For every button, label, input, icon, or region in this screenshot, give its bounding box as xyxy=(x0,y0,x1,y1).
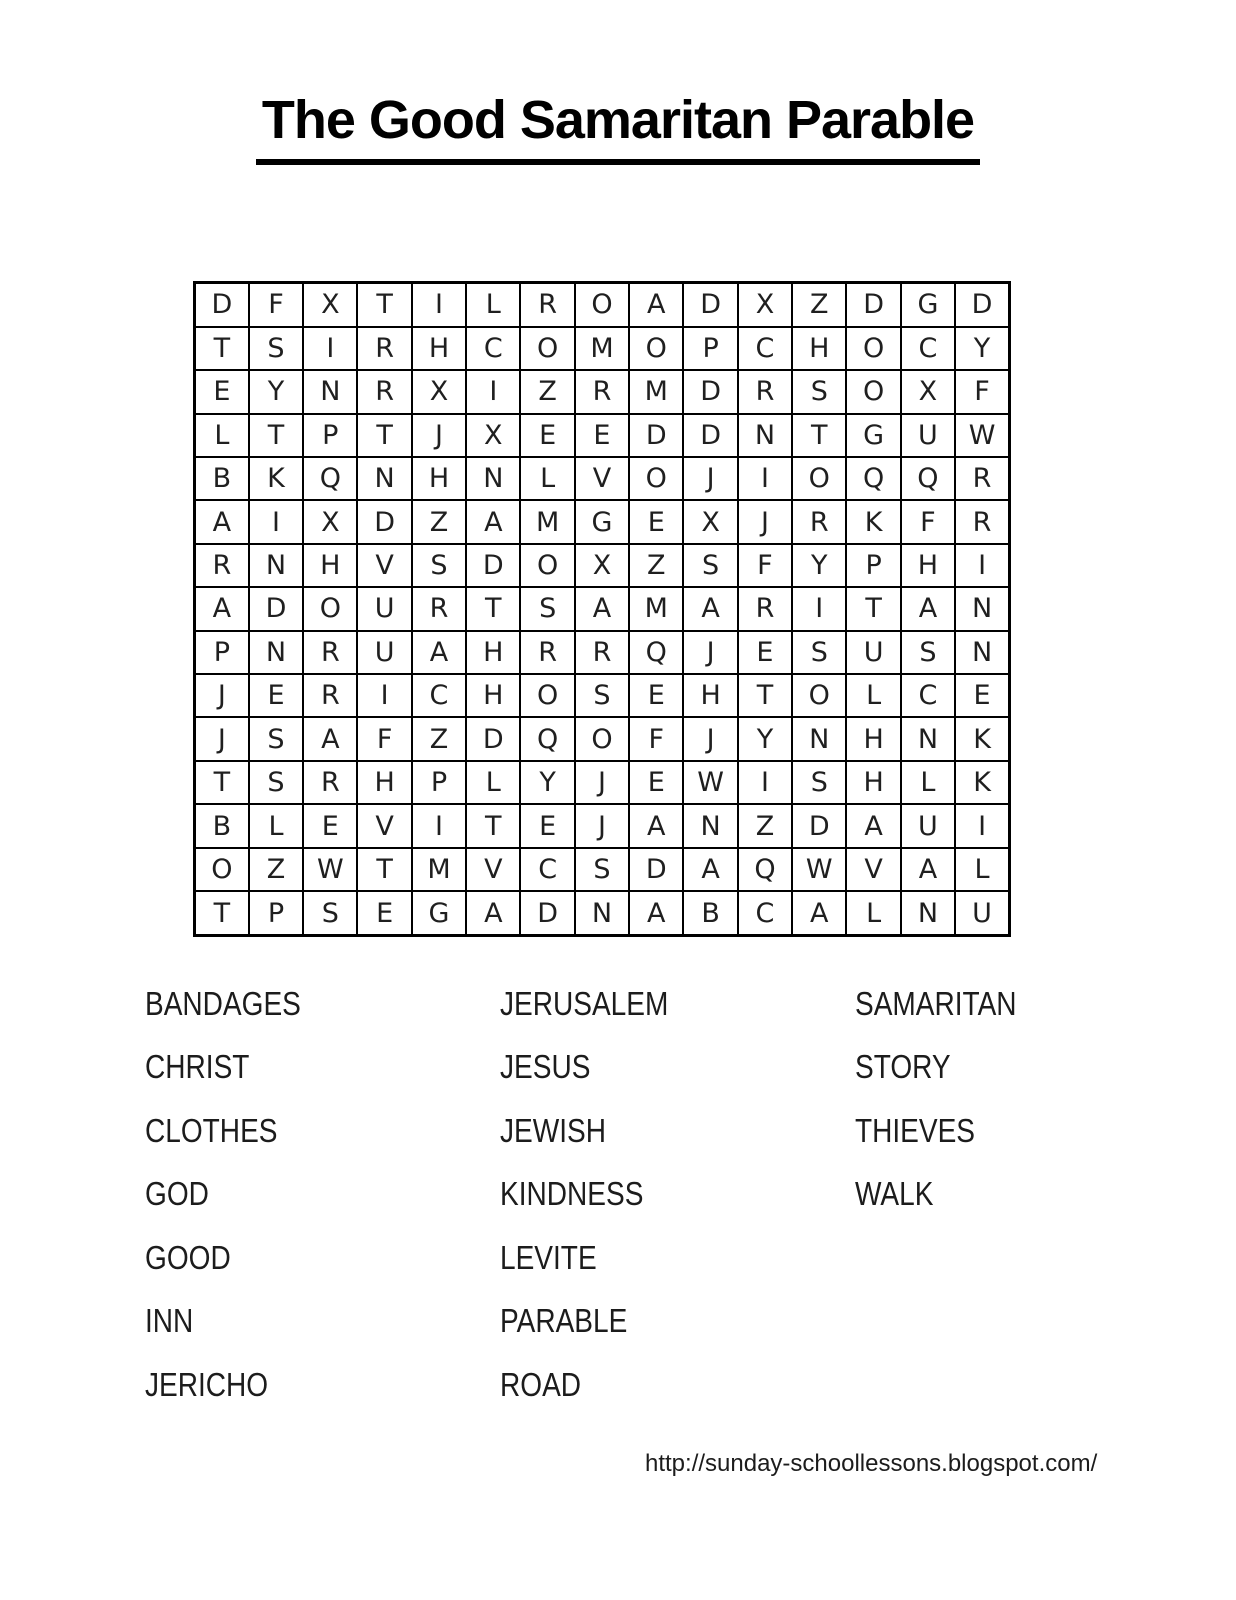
grid-cell: B xyxy=(195,804,249,847)
grid-cell: M xyxy=(412,848,466,891)
grid-cell: Z xyxy=(249,848,303,891)
grid-cell: V xyxy=(466,848,520,891)
word-item: INN xyxy=(145,1302,194,1340)
word-item: JERUSALEM xyxy=(500,984,669,1022)
word-item: JESUS xyxy=(500,1048,591,1086)
grid-cell: S xyxy=(683,544,737,587)
grid-row xyxy=(195,761,1010,804)
grid-cell: O xyxy=(520,327,574,370)
source-url: http://sunday-schoollessons.blogspot.com/ xyxy=(645,1450,1098,1477)
grid-cell: J xyxy=(683,717,737,760)
grid-cell: F xyxy=(357,717,411,760)
grid-cell: Q xyxy=(901,457,955,500)
grid-cell: J xyxy=(195,717,249,760)
grid-cell: O xyxy=(520,674,574,717)
grid-cell: D xyxy=(683,414,737,457)
grid-cell: W xyxy=(683,761,737,804)
grid-cell: K xyxy=(955,761,1009,804)
grid-cell: H xyxy=(466,674,520,717)
grid-cell: D xyxy=(629,414,683,457)
grid-cell: S xyxy=(792,761,846,804)
grid-cell: P xyxy=(303,414,357,457)
grid-cell: G xyxy=(846,414,900,457)
grid-cell: L xyxy=(846,674,900,717)
grid-cell: O xyxy=(520,544,574,587)
grid-cell: A xyxy=(466,500,520,543)
grid-cell: I xyxy=(303,327,357,370)
grid-cell: M xyxy=(629,370,683,413)
word-item: STORY xyxy=(855,1048,951,1086)
grid-cell: F xyxy=(249,283,303,327)
word-item: ROAD xyxy=(500,1365,582,1403)
grid-cell: N xyxy=(357,457,411,500)
grid-cell: L xyxy=(195,414,249,457)
grid-cell: R xyxy=(303,674,357,717)
grid-cell: I xyxy=(955,804,1009,847)
grid-cell: N xyxy=(901,717,955,760)
grid-row xyxy=(195,283,1010,327)
grid-cell: F xyxy=(629,717,683,760)
grid-cell: E xyxy=(195,370,249,413)
grid-cell: U xyxy=(357,631,411,674)
grid-cell: N xyxy=(738,414,792,457)
grid-cell: Y xyxy=(738,717,792,760)
grid-cell: F xyxy=(955,370,1009,413)
grid-cell: E xyxy=(520,804,574,847)
grid-cell: X xyxy=(466,414,520,457)
grid-cell: E xyxy=(629,761,683,804)
grid-cell: I xyxy=(412,804,466,847)
word-item: JEWISH xyxy=(500,1111,606,1149)
grid-cell: R xyxy=(357,327,411,370)
grid-cell: L xyxy=(846,891,900,935)
grid-cell: D xyxy=(792,804,846,847)
grid-cell: V xyxy=(357,544,411,587)
grid-cell: N xyxy=(683,804,737,847)
grid-cell: L xyxy=(901,761,955,804)
grid-cell: L xyxy=(955,848,1009,891)
grid-cell: C xyxy=(738,327,792,370)
grid-cell: I xyxy=(955,544,1009,587)
grid-cell: E xyxy=(357,891,411,935)
grid-cell: I xyxy=(412,283,466,327)
grid-cell: U xyxy=(357,587,411,630)
grid-cell: R xyxy=(738,370,792,413)
grid-cell: H xyxy=(357,761,411,804)
grid-cell: D xyxy=(357,500,411,543)
grid-cell: A xyxy=(901,587,955,630)
word-item: KINDNESS xyxy=(500,1175,644,1213)
grid-cell: Y xyxy=(792,544,846,587)
grid-cell: E xyxy=(629,500,683,543)
grid-cell: D xyxy=(466,717,520,760)
grid-cell: A xyxy=(575,587,629,630)
grid-cell: D xyxy=(683,370,737,413)
grid-cell: S xyxy=(575,674,629,717)
grid-cell: K xyxy=(249,457,303,500)
grid-cell: H xyxy=(792,327,846,370)
grid-cell: R xyxy=(520,631,574,674)
grid-cell: O xyxy=(629,327,683,370)
grid-cell: B xyxy=(683,891,737,935)
grid-row xyxy=(195,804,1010,847)
grid-row xyxy=(195,587,1010,630)
grid-cell: J xyxy=(412,414,466,457)
grid-cell: A xyxy=(683,848,737,891)
grid-cell: N xyxy=(955,631,1009,674)
grid-cell: R xyxy=(303,631,357,674)
grid-cell: O xyxy=(846,327,900,370)
grid-cell: U xyxy=(901,414,955,457)
grid-cell: H xyxy=(901,544,955,587)
grid-cell: U xyxy=(846,631,900,674)
grid-cell: T xyxy=(195,761,249,804)
word-item: JERICHO xyxy=(145,1365,269,1403)
grid-cell: O xyxy=(575,717,629,760)
grid-cell: X xyxy=(738,283,792,327)
grid-cell: A xyxy=(303,717,357,760)
word-item: CHRIST xyxy=(145,1048,250,1086)
word-item: GOOD xyxy=(145,1238,231,1276)
grid-cell: R xyxy=(195,544,249,587)
grid-cell: H xyxy=(846,761,900,804)
grid-cell: S xyxy=(575,848,629,891)
word-column xyxy=(500,972,698,1417)
grid-cell: S xyxy=(520,587,574,630)
grid-cell: D xyxy=(520,891,574,935)
grid-cell: G xyxy=(901,283,955,327)
grid-row xyxy=(195,717,1010,760)
grid-cell: A xyxy=(466,891,520,935)
grid-cell: Z xyxy=(738,804,792,847)
grid-cell: E xyxy=(629,674,683,717)
grid-cell: E xyxy=(520,414,574,457)
grid-cell: Z xyxy=(792,283,846,327)
grid-cell: T xyxy=(738,674,792,717)
grid-cell: L xyxy=(466,761,520,804)
grid-cell: S xyxy=(249,327,303,370)
grid-row xyxy=(195,848,1010,891)
grid-cell: E xyxy=(249,674,303,717)
word-item: GOD xyxy=(145,1175,209,1213)
grid-cell: H xyxy=(846,717,900,760)
grid-cell: R xyxy=(955,457,1009,500)
grid-cell: S xyxy=(901,631,955,674)
grid-cell: W xyxy=(303,848,357,891)
grid-cell: T xyxy=(249,414,303,457)
grid-cell: E xyxy=(955,674,1009,717)
grid-cell: A xyxy=(629,804,683,847)
grid-cell: J xyxy=(575,761,629,804)
grid-cell: A xyxy=(195,500,249,543)
grid-cell: P xyxy=(683,327,737,370)
grid-cell: C xyxy=(466,327,520,370)
grid-cell: D xyxy=(195,283,249,327)
grid-cell: Q xyxy=(520,717,574,760)
grid-cell: X xyxy=(303,283,357,327)
page-title: The Good Samaritan Parable xyxy=(256,92,980,165)
grid-cell: D xyxy=(846,283,900,327)
grid-row xyxy=(195,414,1010,457)
grid-cell: A xyxy=(195,587,249,630)
grid-cell: N xyxy=(792,717,846,760)
grid-cell: K xyxy=(846,500,900,543)
grid-cell: X xyxy=(303,500,357,543)
grid-cell: T xyxy=(357,414,411,457)
grid-cell: A xyxy=(901,848,955,891)
grid-cell: N xyxy=(249,631,303,674)
grid-cell: A xyxy=(792,891,846,935)
grid-cell: A xyxy=(846,804,900,847)
grid-cell: N xyxy=(575,891,629,935)
grid-cell: S xyxy=(412,544,466,587)
grid-cell: O xyxy=(303,587,357,630)
word-column xyxy=(855,972,1045,1226)
grid-cell: R xyxy=(792,500,846,543)
grid-cell: C xyxy=(520,848,574,891)
grid-cell: P xyxy=(846,544,900,587)
grid-cell: R xyxy=(303,761,357,804)
grid-cell: K xyxy=(955,717,1009,760)
grid-cell: S xyxy=(249,717,303,760)
grid-cell: Q xyxy=(303,457,357,500)
grid-cell: I xyxy=(792,587,846,630)
grid-cell: J xyxy=(195,674,249,717)
grid-cell: M xyxy=(520,500,574,543)
grid-cell: X xyxy=(683,500,737,543)
grid-cell: S xyxy=(792,631,846,674)
grid-cell: I xyxy=(738,761,792,804)
grid-cell: R xyxy=(412,587,466,630)
grid-cell: N xyxy=(955,587,1009,630)
word-item: WALK xyxy=(855,1175,934,1213)
grid-cell: V xyxy=(846,848,900,891)
grid-cell: J xyxy=(575,804,629,847)
grid-cell: C xyxy=(901,674,955,717)
grid-cell: H xyxy=(303,544,357,587)
grid-cell: P xyxy=(412,761,466,804)
word-item: LEVITE xyxy=(500,1238,597,1276)
grid-cell: Y xyxy=(249,370,303,413)
grid-cell: O xyxy=(792,674,846,717)
grid-cell: Y xyxy=(955,327,1009,370)
grid-cell: C xyxy=(412,674,466,717)
grid-cell: R xyxy=(955,500,1009,543)
grid-cell: V xyxy=(357,804,411,847)
grid-cell: D xyxy=(683,283,737,327)
grid-cell: U xyxy=(901,804,955,847)
word-column xyxy=(145,972,328,1417)
grid-cell: Z xyxy=(412,717,466,760)
grid-cell: H xyxy=(412,457,466,500)
grid-cell: A xyxy=(629,891,683,935)
grid-cell: P xyxy=(195,631,249,674)
grid-cell: I xyxy=(249,500,303,543)
grid-cell: A xyxy=(683,587,737,630)
word-item: THIEVES xyxy=(855,1111,976,1149)
grid-cell: I xyxy=(466,370,520,413)
grid-cell: L xyxy=(466,283,520,327)
grid-cell: H xyxy=(683,674,737,717)
grid-row xyxy=(195,370,1010,413)
grid-cell: T xyxy=(846,587,900,630)
grid-cell: Q xyxy=(629,631,683,674)
grid-cell: E xyxy=(575,414,629,457)
grid-cell: J xyxy=(683,631,737,674)
grid-row xyxy=(195,327,1010,370)
grid-cell: O xyxy=(629,457,683,500)
grid-cell: L xyxy=(249,804,303,847)
word-item: SAMARITAN xyxy=(855,984,1017,1022)
grid-cell: Q xyxy=(846,457,900,500)
grid-cell: M xyxy=(629,587,683,630)
grid-cell: W xyxy=(955,414,1009,457)
grid-cell: U xyxy=(955,891,1009,935)
grid-cell: R xyxy=(357,370,411,413)
grid-cell: N xyxy=(466,457,520,500)
grid-cell: A xyxy=(629,283,683,327)
grid-cell: Z xyxy=(412,500,466,543)
grid-cell: D xyxy=(249,587,303,630)
grid-cell: E xyxy=(303,804,357,847)
word-item: BANDAGES xyxy=(145,984,301,1022)
grid-cell: N xyxy=(901,891,955,935)
grid-cell: E xyxy=(738,631,792,674)
grid-cell: C xyxy=(738,891,792,935)
grid-cell: F xyxy=(901,500,955,543)
grid-row xyxy=(195,631,1010,674)
grid-cell: X xyxy=(575,544,629,587)
grid-row xyxy=(195,457,1010,500)
grid-cell: W xyxy=(792,848,846,891)
grid-cell: G xyxy=(575,500,629,543)
grid-cell: T xyxy=(466,587,520,630)
grid-cell: J xyxy=(683,457,737,500)
grid-cell: Y xyxy=(520,761,574,804)
grid-cell: Q xyxy=(738,848,792,891)
grid-cell: X xyxy=(901,370,955,413)
grid-cell: I xyxy=(357,674,411,717)
grid-cell: O xyxy=(792,457,846,500)
grid-cell: O xyxy=(575,283,629,327)
grid-cell: S xyxy=(249,761,303,804)
grid-cell: X xyxy=(412,370,466,413)
grid-cell: T xyxy=(195,891,249,935)
grid-cell: S xyxy=(792,370,846,413)
word-item: PARABLE xyxy=(500,1302,628,1340)
grid-cell: P xyxy=(249,891,303,935)
grid-cell: T xyxy=(466,804,520,847)
grid-cell: D xyxy=(629,848,683,891)
grid-cell: S xyxy=(303,891,357,935)
page-header xyxy=(0,92,1236,165)
grid-cell: Z xyxy=(629,544,683,587)
grid-cell: H xyxy=(466,631,520,674)
grid-cell: B xyxy=(195,457,249,500)
grid-cell: A xyxy=(412,631,466,674)
grid-cell: T xyxy=(195,327,249,370)
grid-cell: R xyxy=(575,631,629,674)
grid-row xyxy=(195,891,1010,935)
grid-cell: H xyxy=(412,327,466,370)
grid-cell: N xyxy=(249,544,303,587)
grid-cell: C xyxy=(901,327,955,370)
grid-cell: L xyxy=(520,457,574,500)
grid-cell: J xyxy=(738,500,792,543)
grid-cell: R xyxy=(575,370,629,413)
grid-cell: M xyxy=(575,327,629,370)
word-item: CLOTHES xyxy=(145,1111,278,1149)
grid-cell: V xyxy=(575,457,629,500)
grid-cell: Z xyxy=(520,370,574,413)
grid-cell: T xyxy=(357,848,411,891)
grid-cell: D xyxy=(466,544,520,587)
grid-row xyxy=(195,500,1010,543)
grid-cell: T xyxy=(357,283,411,327)
grid-cell: R xyxy=(520,283,574,327)
grid-cell: T xyxy=(792,414,846,457)
grid-row xyxy=(195,674,1010,717)
grid-cell: R xyxy=(738,587,792,630)
grid-cell: F xyxy=(738,544,792,587)
wordsearch-grid xyxy=(193,281,1011,937)
grid-cell: N xyxy=(303,370,357,413)
grid-cell: D xyxy=(955,283,1009,327)
grid-cell: O xyxy=(846,370,900,413)
grid-row xyxy=(195,544,1010,587)
grid-cell: I xyxy=(738,457,792,500)
grid-cell: O xyxy=(195,848,249,891)
grid-cell: G xyxy=(412,891,466,935)
